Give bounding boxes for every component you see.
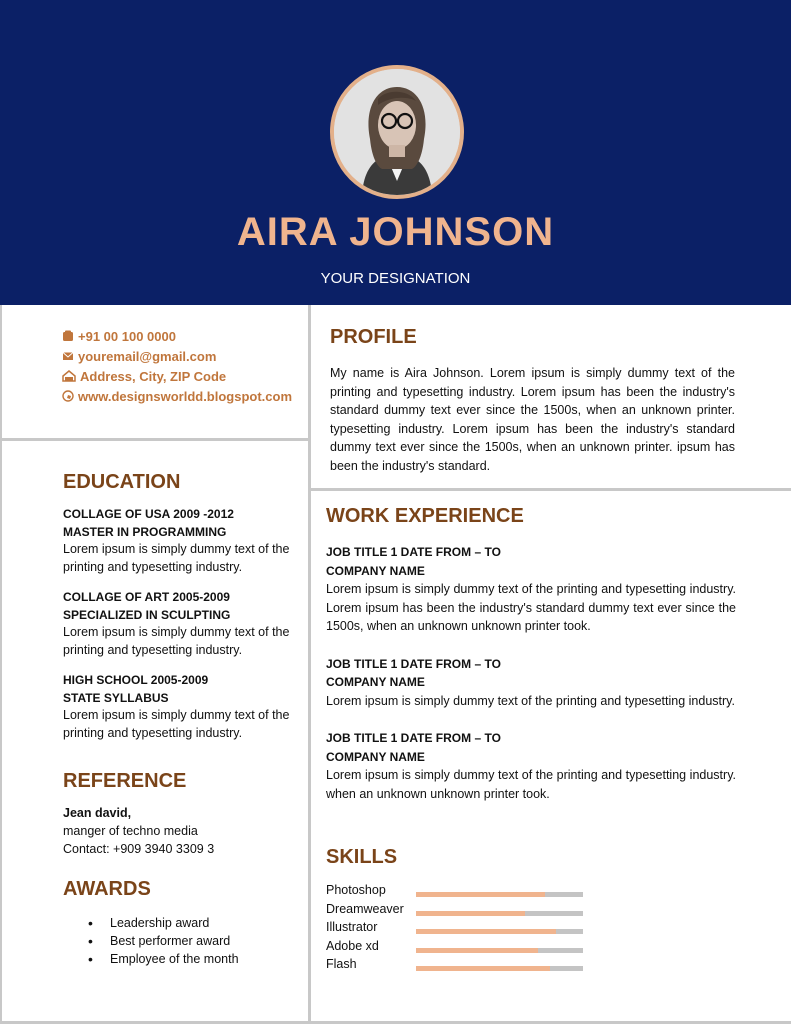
- skills-heading: SKILLS: [326, 846, 398, 868]
- globe-icon: [62, 390, 74, 402]
- portrait-image: [334, 69, 460, 195]
- job-title: JOB TITLE 1 DATE FROM – TO: [326, 656, 501, 671]
- education-institution: COLLAGE OF USA 2009 -2012: [63, 507, 234, 521]
- education-institution: COLLAGE OF ART 2005-2009: [63, 590, 230, 604]
- skill-bar-track: [416, 948, 583, 953]
- work-item: [326, 729, 736, 803]
- candidate-designation: YOUR DESIGNATION: [320, 270, 471, 287]
- company-name: COMPANY NAME: [326, 675, 425, 689]
- contact-website: [62, 386, 292, 406]
- company-name: COMPANY NAME: [326, 749, 425, 764]
- reference-contact: Contact: +909 3940 3309 3: [63, 842, 215, 856]
- reference-name: Jean david,: [63, 806, 132, 820]
- contact-block: [62, 326, 292, 406]
- work-experience-list: [326, 543, 736, 822]
- reference-role: manger of techno media: [63, 824, 198, 838]
- education-degree: STATE SYLLABUS: [63, 690, 169, 705]
- skill-row: [326, 939, 404, 958]
- award-item: • Best performer award: [110, 932, 239, 950]
- skill-row: [326, 920, 404, 939]
- skill-row: [326, 902, 404, 921]
- education-degree: SPECIALIZED IN SCULPTING: [63, 607, 231, 622]
- education-description: Lorem ipsum is simply dummy text of the printing and typesetting industry.: [63, 708, 290, 740]
- phone-icon: [62, 330, 74, 342]
- awards-heading: AWARDS: [63, 878, 151, 900]
- skill-bar-fill: [416, 929, 556, 934]
- profile-heading: PROFILE: [330, 326, 417, 348]
- left-border: [0, 305, 2, 1024]
- education-item: [63, 506, 293, 576]
- skill-bar-track: [416, 892, 583, 897]
- email-text: youremail@gmail.com: [78, 348, 217, 364]
- contact-address: [62, 366, 292, 386]
- skill-bar-track: [416, 966, 583, 971]
- education-description: Lorem ipsum is simply dummy text of the printing and typesetting industry.: [63, 542, 290, 574]
- skill-name: Dreamweaver: [326, 901, 404, 916]
- skill-row: [326, 957, 404, 976]
- profile-divider: [310, 488, 791, 491]
- award-item: • Employee of the month: [110, 950, 239, 968]
- candidate-name: AIRA JOHNSON: [236, 210, 555, 254]
- profile-photo: [330, 65, 464, 199]
- skill-name: Adobe xd: [326, 938, 379, 953]
- reference-block: [63, 804, 214, 858]
- phone-text: +91 00 100 0000: [78, 328, 176, 344]
- skill-bar-fill: [416, 892, 545, 897]
- job-description: Lorem ipsum is simply dummy text of the printing and typesetting industry. Lorem ipsum has been the industry's standard dummy text ever since the 1500s, when an unknown unknown printer took.: [326, 582, 736, 633]
- job-description: Lorem ipsum is simply dummy text of the printing and typesetting industry. when an unknown unknown printer took.: [326, 768, 736, 801]
- contact-phone: [62, 326, 292, 346]
- mail-icon: [62, 350, 74, 362]
- address-icon: [62, 370, 76, 382]
- reference-heading: REFERENCE: [63, 770, 187, 792]
- skills-list: [326, 883, 404, 976]
- job-description: Lorem ipsum is simply dummy text of the printing and typesetting industry.: [326, 693, 735, 708]
- award-item: • Leadership award: [110, 914, 239, 932]
- education-item: [63, 589, 293, 659]
- job-title: JOB TITLE 1 DATE FROM – TO: [326, 545, 501, 559]
- website-text: www.designsworldd.blogspot.com: [78, 388, 293, 404]
- job-title: JOB TITLE 1 DATE FROM – TO: [326, 731, 501, 745]
- column-divider: [308, 305, 311, 1024]
- header-banner: [0, 0, 791, 305]
- work-experience-heading: WORK EXPERIENCE: [326, 505, 524, 527]
- skill-bar-track: [416, 929, 583, 934]
- skill-name: Flash: [326, 957, 357, 971]
- education-list: [63, 506, 293, 755]
- skill-name: Photoshop: [326, 883, 386, 897]
- skill-name: Illustrator: [326, 920, 378, 934]
- skill-row: [326, 883, 404, 902]
- contact-email: [62, 346, 292, 366]
- education-heading: EDUCATION: [63, 471, 181, 493]
- education-description: Lorem ipsum is simply dummy text of the printing and typesetting industry.: [63, 625, 290, 657]
- profile-text: My name is Aira Johnson. Lorem ipsum is simply dummy text of the printing and typesetting industry. Lorem ipsum has been the industry's standard dummy text ever since the 1500s, when an unknown printer. typesetting industry. Lorem ipsum has been the industry's standard dummy text ever since the 1500s, when an unknown printer. ipsum has been the industry's standard.: [330, 366, 735, 473]
- education-institution: HIGH SCHOOL 2005-2009: [63, 673, 209, 687]
- address-text: Address, City, ZIP Code: [80, 368, 227, 384]
- contact-divider: [0, 438, 310, 441]
- work-item: [326, 543, 736, 636]
- work-item: [326, 655, 736, 711]
- skill-bar-track: [416, 911, 583, 916]
- company-name: COMPANY NAME: [326, 563, 425, 578]
- skill-bar-fill: [416, 911, 525, 916]
- awards-list: [110, 914, 239, 968]
- education-item: [63, 672, 293, 742]
- education-degree: MASTER IN PROGRAMMING: [63, 524, 227, 539]
- skill-bar-fill: [416, 948, 538, 953]
- skill-bar-fill: [416, 966, 550, 971]
